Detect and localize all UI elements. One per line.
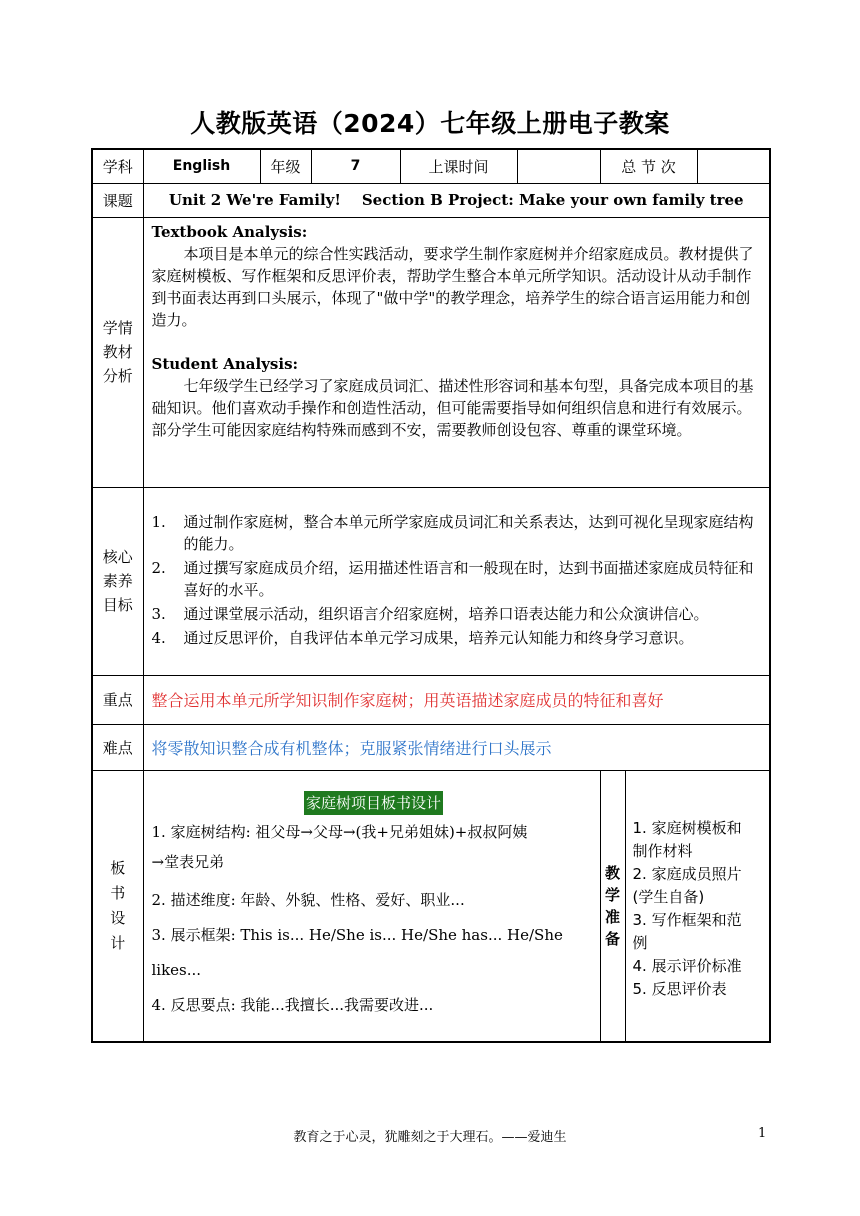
difficulties-row	[92, 724, 770, 770]
textbook-analysis-heading: Textbook Analysis:	[151, 222, 308, 241]
class-time-label: 上课时间	[400, 149, 517, 183]
analysis-label-line: 学情	[102, 319, 133, 337]
board-design-label-char: 书	[110, 883, 126, 902]
difficulties-label: 难点	[92, 724, 143, 770]
goal-item	[152, 603, 764, 625]
analysis-label-line: 分析	[102, 367, 133, 385]
core-goals-label	[92, 487, 143, 675]
prep-line: (学生自备)	[632, 887, 705, 906]
lesson-plan-table	[91, 148, 771, 1043]
core-goals-row	[92, 487, 770, 675]
goal-text: 通过课堂展示活动，组织语言介绍家庭树，培养口语表达能力和公众演讲信心。	[183, 605, 709, 623]
prep-line: 例	[632, 933, 648, 952]
key-points-text: 整合运用本单元所学知识制作家庭树；用英语描述家庭成员的特征和喜好	[151, 691, 664, 710]
goal-text: 通过制作家庭树，整合本单元所学家庭成员词汇和关系表达，达到可视化呈现家庭结构的能力。	[183, 513, 754, 553]
key-points-row	[92, 675, 770, 724]
subject-label: 学科	[92, 149, 143, 183]
core-goals-label-line: 素养	[102, 572, 133, 590]
analysis-row	[92, 217, 770, 487]
goal-number: 2.	[151, 559, 166, 577]
page-number: 1	[758, 1126, 767, 1141]
topic-label: 课题	[92, 183, 143, 217]
analysis-label	[92, 217, 143, 487]
grade-value: 7	[311, 149, 400, 183]
board-design-content	[143, 770, 600, 1042]
board-design-banner: 家庭树项目板书设计	[304, 791, 443, 815]
board-design-label	[92, 770, 143, 1042]
subject-value: English	[143, 149, 260, 183]
goal-item	[152, 627, 764, 649]
teaching-prep-label-char: 学	[604, 885, 620, 904]
prep-line: 制作材料	[632, 841, 693, 860]
student-analysis-heading: Student Analysis:	[151, 354, 299, 373]
footer-quote: 教育之于心灵，犹雕刻之于大理石。——爱迪生	[293, 1130, 567, 1145]
difficulties-content	[143, 724, 770, 770]
board-design-label-char: 设	[110, 908, 126, 927]
topic-row	[92, 183, 770, 217]
core-goals-content	[143, 487, 770, 675]
prep-line: 1. 家庭树模板和	[632, 818, 742, 837]
teaching-prep-label-char: 教	[604, 863, 620, 882]
grade-label: 年级	[260, 149, 311, 183]
difficulties-text: 将零散知识整合成有机整体；克服紧张情绪进行口头展示	[151, 738, 552, 758]
teaching-prep-label-char: 备	[604, 929, 620, 948]
core-goals-label-line: 核心	[102, 548, 133, 566]
class-time-value[interactable]	[517, 149, 600, 183]
key-points-content	[143, 675, 770, 724]
goal-number: 4.	[151, 629, 166, 647]
goal-item	[152, 511, 764, 555]
topic-value: Unit 2 We're Family! Section B Project: Make your own family tree	[143, 183, 770, 217]
header-row	[92, 149, 770, 183]
board-line: 4. 反思要点: 我能...我擅长...我需要改进...	[151, 995, 434, 1014]
key-points-label: 重点	[92, 675, 143, 724]
prep-line: 3. 写作框架和范	[632, 910, 742, 929]
document-title: 人教版英语（2024）七年级上册电子教案	[190, 109, 670, 138]
analysis-content	[143, 217, 770, 487]
textbook-analysis-text: 本项目是本单元的综合性实践活动，要求学生制作家庭树并介绍家庭成员。教材提供了家庭树模板、写作框架和反思评价表，帮助学生整合本单元所学知识。活动设计从动手制作到书面表达再到口头展示，体现了"做中学"的教学理念，培养学生的综合语言运用能力和创造力。	[151, 244, 754, 329]
teaching-prep-content	[625, 770, 770, 1042]
core-goals-label-line: 目标	[102, 596, 133, 614]
board-line: 3. 展示框架: This is... He/She is... He/She has... He/She	[151, 925, 563, 944]
core-goals-list	[152, 511, 764, 649]
board-line: likes...	[151, 960, 202, 979]
goal-text: 通过撰写家庭成员介绍，运用描述性语言和一般现在时，达到书面描述家庭成员特征和喜好的水平。	[183, 559, 754, 599]
student-analysis-text: 七年级学生已经学习了家庭成员词汇、描述性形容词和基本句型，具备完成本项目的基础知识。他们喜欢动手操作和创造性活动，但可能需要指导如何组织信息和进行有效展示。部分学生可能因家庭结构特殊而感到不安，需要教师创设包容、尊重的课堂环境。	[151, 376, 754, 439]
board-design-row	[92, 770, 770, 1042]
goal-number: 3.	[151, 605, 166, 623]
teaching-prep-label	[600, 770, 625, 1042]
goal-number: 1.	[151, 513, 166, 531]
board-design-label-char: 板	[110, 858, 126, 877]
prep-line: 2. 家庭成员照片	[632, 864, 742, 883]
board-line: 1. 家庭树结构: 祖父母→父母→(我+兄弟姐妹)+叔叔阿姨	[151, 822, 528, 841]
goal-item	[152, 557, 764, 601]
prep-line: 5. 反思评价表	[632, 979, 727, 998]
board-line: 2. 描述维度: 年龄、外貌、性格、爱好、职业...	[151, 890, 465, 909]
teaching-prep-label-char: 准	[604, 907, 620, 926]
total-periods-label: 总 节 次	[600, 149, 697, 183]
board-line: →堂表兄弟	[151, 852, 225, 871]
goal-text: 通过反思评价，自我评估本单元学习成果，培养元认知能力和终身学习意识。	[183, 629, 694, 647]
total-periods-value[interactable]	[697, 149, 770, 183]
analysis-label-line: 教材	[102, 343, 133, 361]
prep-line: 4. 展示评价标准	[632, 956, 742, 975]
board-design-label-char: 计	[110, 933, 126, 952]
